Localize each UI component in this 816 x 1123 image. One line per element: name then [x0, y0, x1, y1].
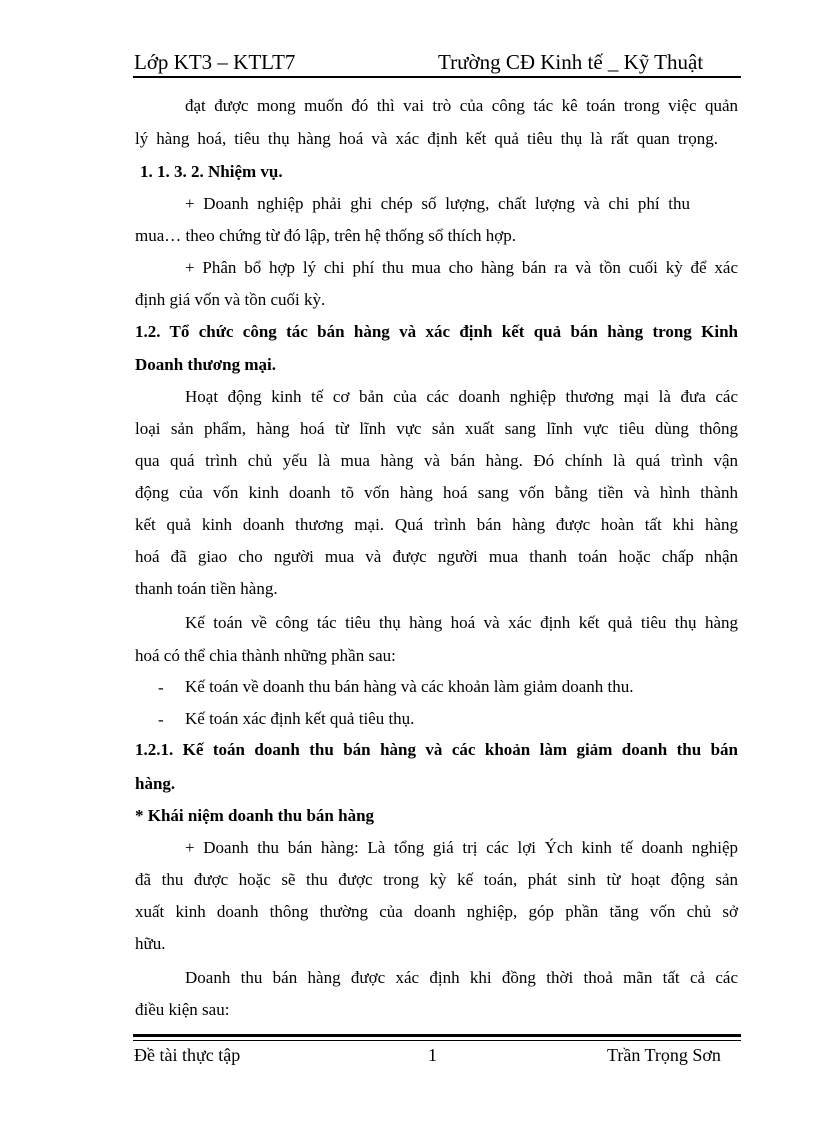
paragraph-line: hoá có thể chia thành những phần sau: — [135, 646, 396, 665]
paragraph-line: kết quả kinh doanh thương mại. Quá trình bán hàng được hoàn tất khi hàng — [135, 515, 738, 534]
header-school-label: Trường CĐ Kinh tế _ Kỹ Thuật — [438, 50, 704, 74]
footer-divider-thin — [133, 1040, 741, 1041]
page-number: 1 — [428, 1045, 437, 1065]
paragraph-line: Kế toán về công tác tiêu thụ hàng hoá và xác định kết quả tiêu thụ hàng — [185, 613, 738, 632]
paragraph-line: Doanh thu bán hàng được xác định khi đồng thời thoả mãn tất cả các — [185, 968, 738, 987]
section-heading: 1.2. Tổ chức công tác bán hàng và xác định kết quả bán hàng trong Kinh — [135, 322, 738, 341]
section-heading: 1.2.1. Kế toán doanh thu bán hàng và các khoản làm giảm doanh thu bán — [135, 740, 738, 759]
paragraph-line: qua quá trình chủ yếu là mua hàng và bán hàng. Đó chính là quá trình vận — [135, 451, 738, 470]
list-item: Kế toán về doanh thu bán hàng và các khoản làm giảm doanh thu. — [185, 677, 634, 696]
paragraph-line: thanh toán tiền hàng. — [135, 579, 278, 598]
paragraph-line: hữu. — [135, 934, 166, 953]
footer-author-label: Trần Trọng Sơn — [607, 1045, 721, 1065]
footer-topic-label: Đề tài thực tập — [134, 1045, 241, 1065]
paragraph-line: đã thu được hoặc sẽ thu được trong kỳ kế toán, phát sinh từ hoạt động sản — [135, 870, 738, 889]
section-heading: Doanh thương mại. — [135, 355, 277, 374]
paragraph-line: xuất kinh doanh thông thường của doanh nghiệp, góp phần tăng vốn chủ sở — [135, 902, 738, 921]
paragraph-line: động của vốn kinh doanh tõ vốn hàng hoá sang vốn bằng tiền và hình thành — [135, 483, 738, 502]
paragraph-line: + Phân bổ hợp lý chi phí thu mua cho hàng bán ra và tồn cuối kỳ để xác — [185, 258, 738, 277]
section-heading: * Khái niệm doanh thu bán hàng — [135, 806, 375, 825]
section-heading: hàng. — [135, 774, 176, 793]
paragraph-line: loại sản phẩm, hàng hoá từ lĩnh vực sản xuất sang lĩnh vực tiêu dùng thông — [135, 419, 738, 438]
header-class-label: Lớp KT3 – KTLT7 — [134, 50, 296, 74]
header-divider — [133, 76, 741, 78]
paragraph-line: định giá vốn và tồn cuối kỳ. — [135, 290, 326, 309]
paragraph-line: + Doanh thu bán hàng: Là tổng giá trị các lợi Ých kinh tế doanh nghiệp — [185, 838, 738, 857]
bullet-dash: - — [158, 678, 164, 697]
footer-divider — [133, 1034, 741, 1037]
list-item: Kế toán xác định kết quả tiêu thụ. — [185, 709, 415, 728]
paragraph-line: hoá đã giao cho người mua và được người mua thanh toán hoặc chấp nhận — [135, 547, 738, 566]
paragraph-line: đạt được mong muốn đó thì vai trò của công tác kê toán trong việc quản — [185, 96, 738, 115]
section-heading: 1. 1. 3. 2. Nhiệm vụ. — [140, 162, 283, 181]
paragraph-line: mua… theo chứng từ đó lập, trên hệ thống sổ thích hợp. — [135, 226, 517, 245]
paragraph-line: điều kiện sau: — [135, 1000, 230, 1019]
bullet-dash: - — [158, 710, 164, 729]
paragraph-line: + Doanh nghiệp phải ghi chép số lượng, chất lượng và chi phí thu — [185, 194, 690, 213]
paragraph-line: Hoạt động kinh tế cơ bản của các doanh nghiệp thương mại là đưa các — [185, 387, 738, 406]
paragraph-line: lý hàng hoá, tiêu thụ hàng hoá và xác định kết quả tiêu thụ là rất quan trọng. — [135, 129, 718, 148]
